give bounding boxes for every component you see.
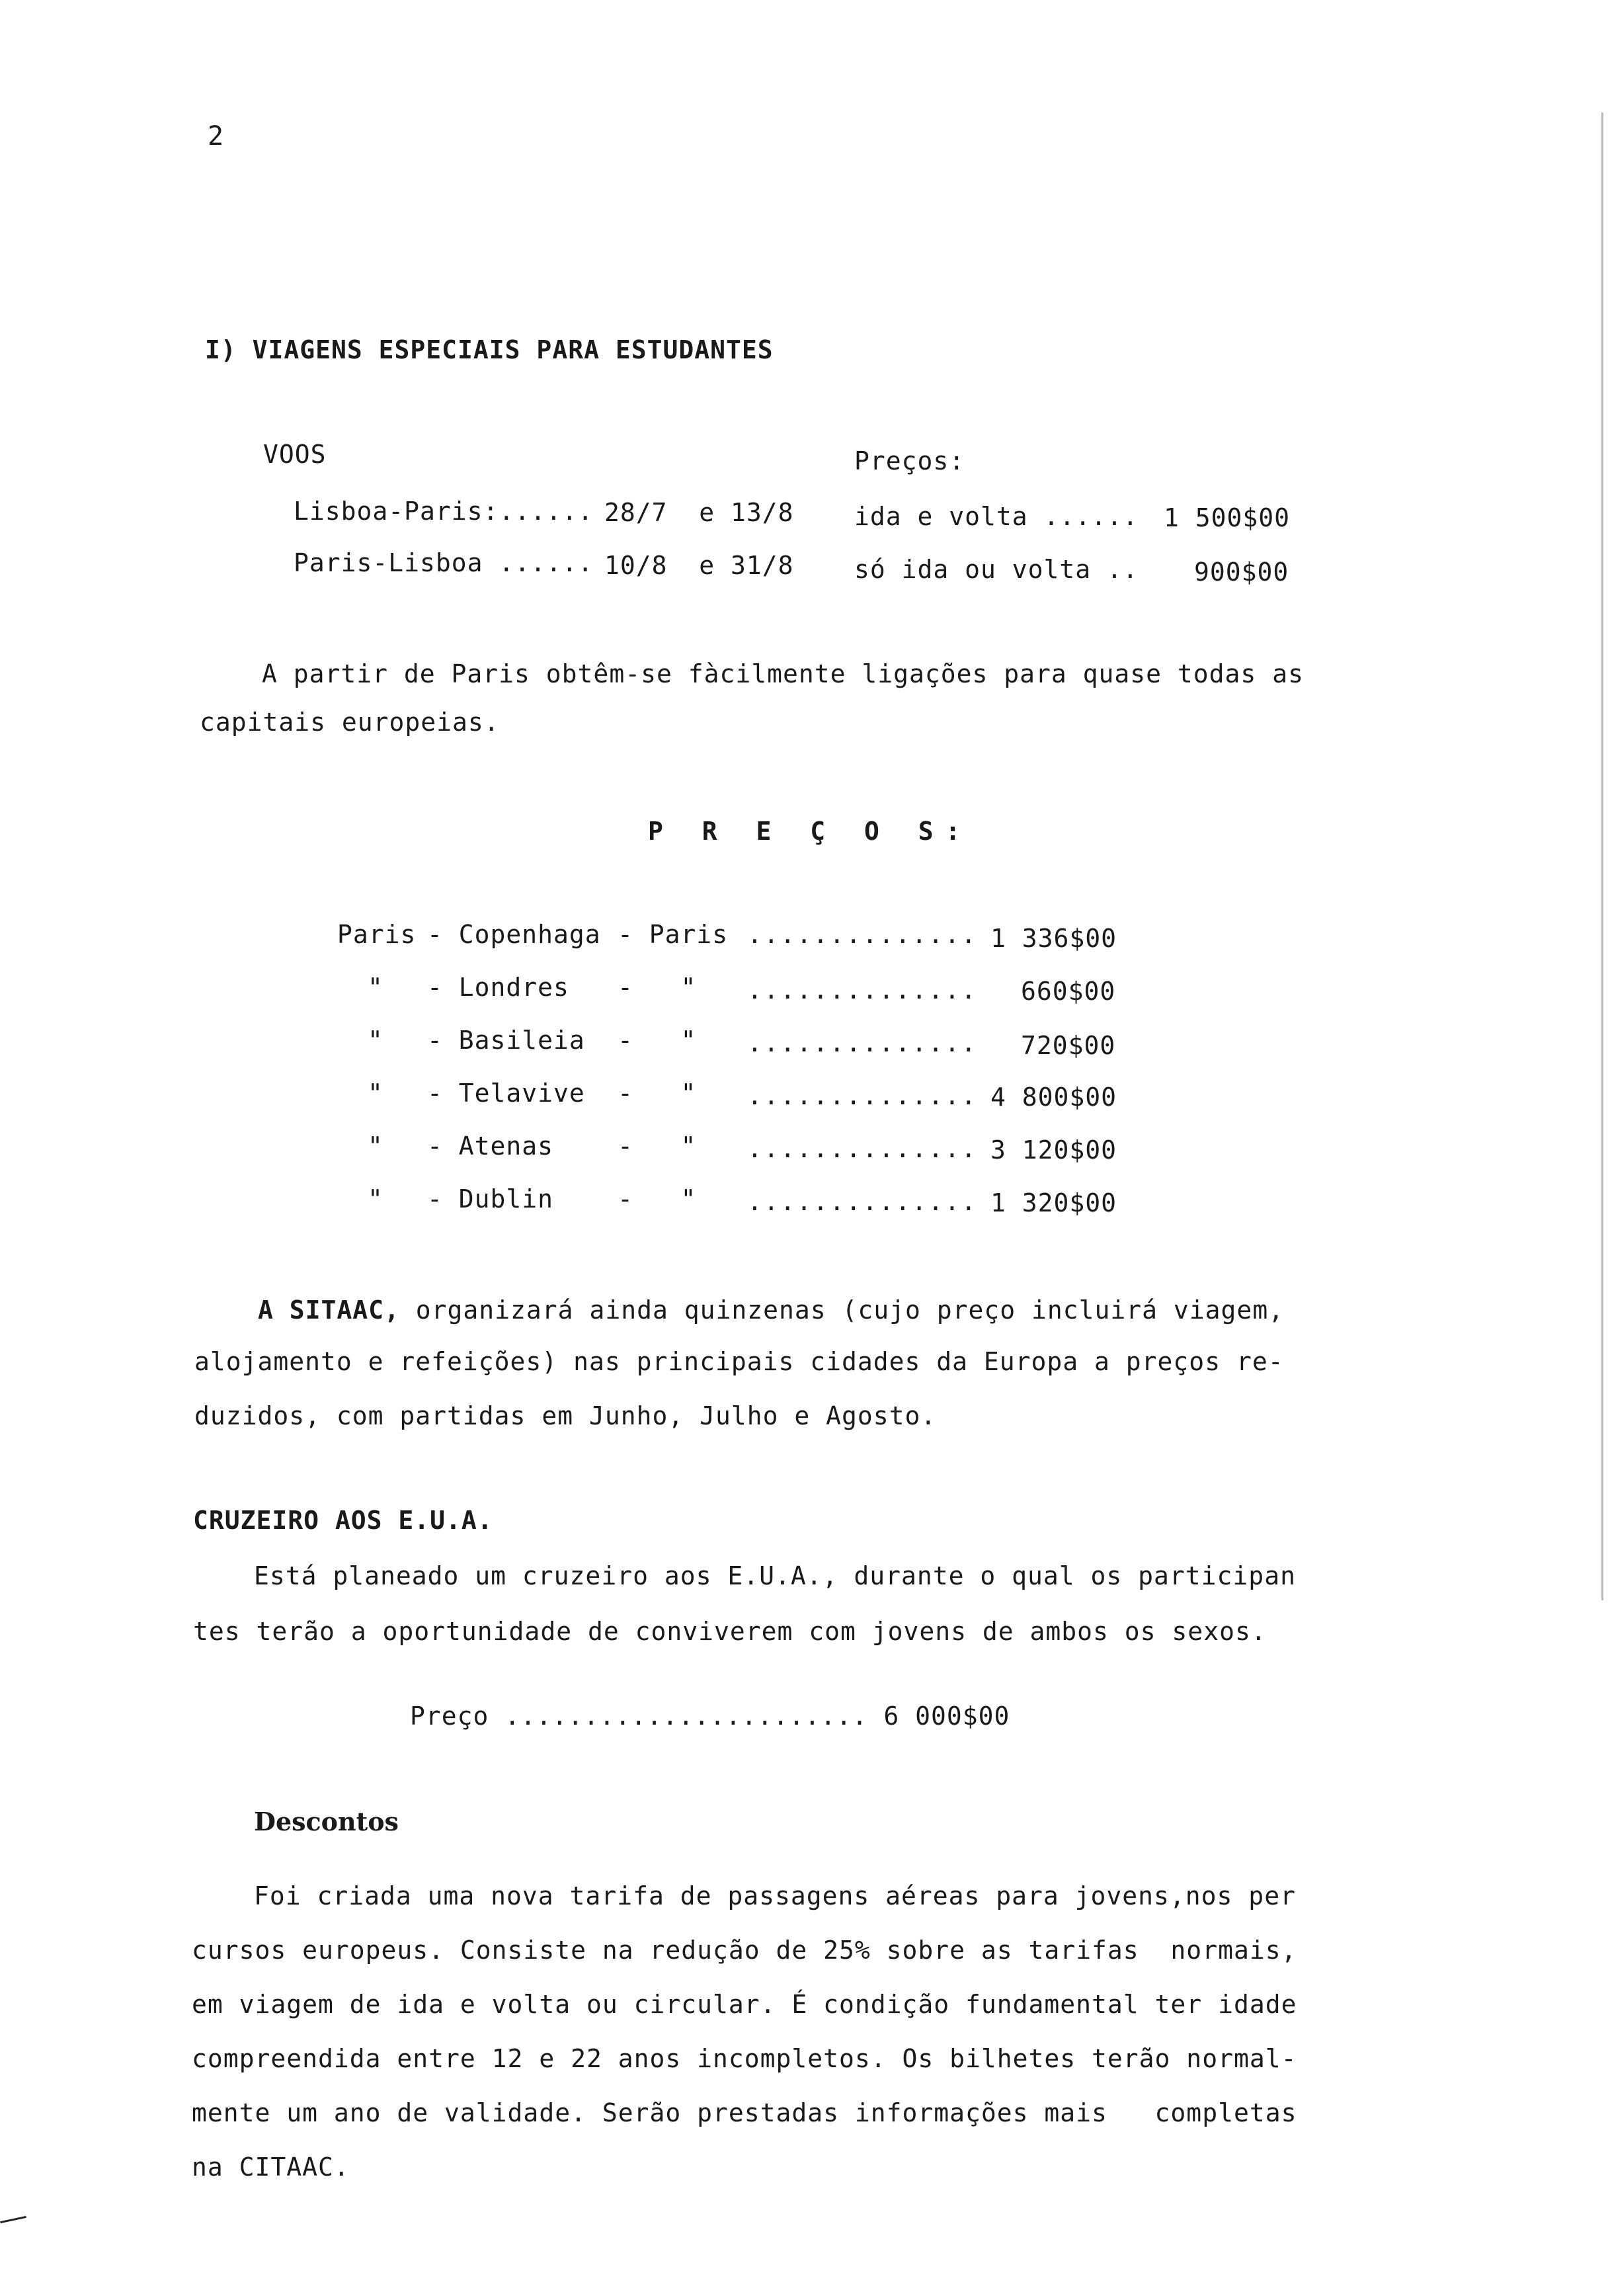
price-cell: 1 336$00 [990,924,1117,953]
discounts-line: mente um ano de validade. Serão prestadas informações mais completas [192,2098,1297,2127]
return-cell: - " [618,973,697,1002]
fare-label: só ida ou volta .. [854,555,1139,584]
route-dates: 28/7 e 13/8 [604,498,794,527]
destination-cell: - Copenhaga [427,920,601,949]
return-cell: - " [618,1184,697,1213]
destination-cell: - Basileia [427,1026,585,1055]
fare-price: 1 500$00 [1164,503,1291,532]
origin-cell: " [368,973,383,1002]
prices-heading: P R E Ç O S: [648,817,973,846]
price-cell: 4 800$00 [990,1083,1117,1112]
cruise-line: tes terão a oportunidade de conviverem com jovens de ambos os sexos. [193,1617,1267,1646]
origin-cell: " [368,1131,383,1161]
origin-cell: " [368,1026,383,1055]
sitaac-line: duzidos, com partidas em Junho, Julho e Agosto. [194,1401,937,1430]
leader-dots: .............. [747,1081,978,1110]
discounts-title: Descontos [254,1807,399,1836]
return-cell: - " [618,1079,697,1108]
sitaac-text: organizará ainda quinzenas (cujo preço incluirá viagem, [399,1295,1285,1325]
discounts-line: compreendida entre 12 e 22 anos incompletos. Os bilhetes terão normal- [192,2044,1297,2073]
leader-dots: .............. [747,975,978,1004]
route-dates: 10/8 e 31/8 [604,551,794,580]
corner-mark [0,2216,26,2223]
page-edge-line [1601,112,1603,1600]
section-title: I) VIAGENS ESPECIAIS PARA ESTUDANTES [205,335,774,364]
route-lisboa-paris: Lisboa-Paris:...... [294,497,594,526]
fare-label: ida e volta ...... [854,502,1139,531]
connections-line: A partir de Paris obtêm-se fàcilmente ligações para quase todas as [262,659,1304,688]
return-cell: - Paris [618,920,729,949]
cruise-title: CRUZEIRO AOS E.U.A. [193,1506,493,1535]
return-cell: - " [618,1026,697,1055]
discounts-line: Foi criada uma nova tarifa de passagens aéreas para jovens,nos per [254,1881,1296,1910]
destination-cell: - Atenas [427,1131,554,1161]
origin-cell: Paris [337,920,417,949]
price-cell: 660$00 [1021,977,1116,1006]
fare-price: 900$00 [1194,557,1289,587]
leader-dots: .............. [747,1028,978,1057]
sitaac-line [258,1297,1284,1323]
precos-label: Preços: [854,446,965,475]
leader-dots: .............. [747,920,978,949]
price-cell: 1 320$00 [990,1188,1117,1217]
cruise-line: Está planeado um cruzeiro aos E.U.A., durante o qual os participan [254,1561,1296,1590]
destination-cell: - Londres [427,973,569,1002]
price-cell: 720$00 [1021,1031,1116,1060]
discounts-line: na CITAAC. [192,2152,350,2182]
discounts-line: em viagem de ida e volta ou circular. É condição fundamental ter idade [192,1990,1297,2019]
sitaac-line: alojamento e refeições) nas principais cidades da Europa a preços re- [194,1347,1284,1376]
page-number: 2 [208,121,225,151]
price-cell: 3 120$00 [990,1135,1117,1165]
sitaac-name: A SITAAC, [258,1295,400,1325]
voos-label: VOOS [263,440,327,469]
origin-cell: " [368,1079,383,1108]
connections-line: capitais europeias. [200,708,500,737]
return-cell: - " [618,1131,697,1161]
discounts-line: cursos europeus. Consiste na redução de 25% sobre as tarifas normais, [192,1936,1297,1965]
destination-cell: - Telavive [427,1079,585,1108]
leader-dots: .............. [747,1187,978,1216]
origin-cell: " [368,1184,383,1213]
destination-cell: - Dublin [427,1184,554,1213]
leader-dots: .............. [747,1134,978,1163]
route-paris-lisboa: Paris-Lisboa ...... [294,548,594,577]
cruise-price: Preço ....................... 6 000$00 [410,1702,1010,1731]
